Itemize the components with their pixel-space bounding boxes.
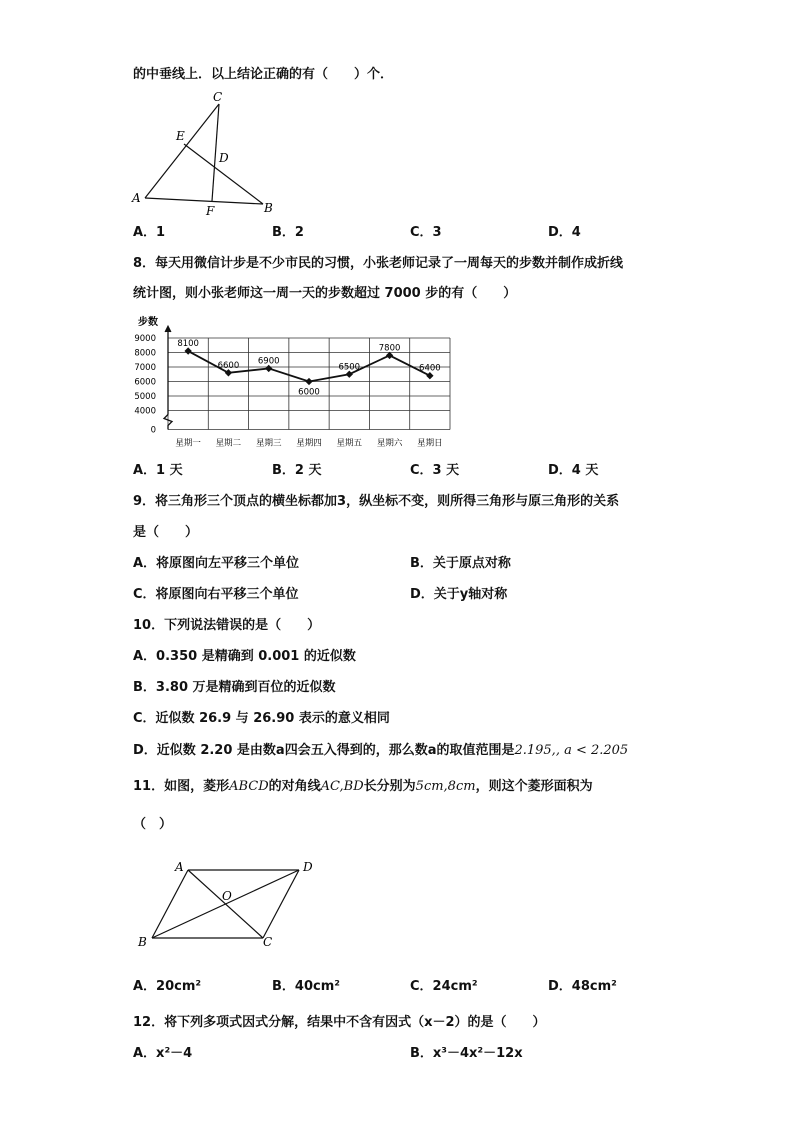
y-tick-label: 9000	[134, 334, 156, 344]
q10-stem: 10．下列说法错误的是（ ）	[133, 618, 321, 633]
q11-mid2: 长分别为	[363, 779, 416, 794]
q8-option-d: D．4 天	[548, 463, 599, 478]
rhombus-figure	[132, 855, 332, 955]
q9-option-d: D．关于y轴对称	[410, 587, 508, 602]
q10-option-a: A．0.350 是精确到 0.001 的近似数	[133, 649, 356, 664]
q11-option-b: B．40cm²	[272, 979, 340, 994]
q11-end: ，则这个菱形面积为	[475, 779, 593, 794]
label-a: A	[132, 191, 141, 205]
q7-option-b: B．2	[272, 225, 304, 240]
q7-option-d: D．4	[548, 225, 581, 240]
data-label: 6000	[298, 387, 320, 398]
q11-stem-line1	[133, 778, 593, 796]
chart-axes	[164, 326, 172, 430]
data-label: 8100	[177, 339, 199, 350]
q11-option-a: A．20cm²	[133, 979, 202, 994]
label-b: B	[138, 935, 147, 949]
q9-option-b: B．关于原点对称	[410, 556, 511, 571]
q12-option-b: B．x³－4x²－12x	[410, 1046, 523, 1061]
q11-option-c: C．24cm²	[410, 979, 478, 994]
q8-option-c: C．3 天	[410, 463, 460, 478]
data-label: 6600	[217, 360, 240, 371]
q9-option-c: C．将原图向右平移三个单位	[133, 587, 299, 602]
x-tick-label: 星期一	[175, 438, 201, 449]
data-point	[305, 378, 312, 385]
q8-option-b: B．2 天	[272, 463, 322, 478]
y-tick-label: 5000	[134, 392, 156, 402]
q7-option-a: A．1	[133, 225, 166, 240]
q11-abcd: ABCD	[229, 779, 269, 794]
x-tick-label: 星期四	[296, 438, 322, 449]
label-o: O	[222, 889, 232, 903]
y-tick-label: 4000	[134, 406, 156, 417]
x-tick-label: 星期五	[336, 438, 363, 449]
label-e: E	[176, 129, 185, 143]
y-axis-arrow	[165, 326, 171, 332]
y-tick-label: 6000	[134, 377, 156, 388]
q8-stem-line2: 统计图，则小张老师这一周一天的步数超过 7000 步的有（ ）	[133, 286, 517, 301]
y-tick-label: 7000	[134, 363, 156, 373]
q11-acbd: AC,BD	[320, 779, 364, 794]
label-d: D	[303, 860, 313, 874]
q11-prefix: 11．如图，菱形	[133, 779, 230, 794]
label-b: B	[264, 201, 273, 215]
q11-stem-line2: （ ）	[133, 817, 173, 832]
label-c: C	[263, 935, 273, 949]
x-tick-label: 星期二	[215, 438, 242, 449]
q8-option-a: A．1 天	[133, 463, 183, 478]
q11-option-d: D．48cm²	[548, 979, 617, 994]
data-labels	[177, 339, 440, 397]
q10-option-d	[133, 742, 628, 760]
label-f: F	[206, 204, 215, 218]
label-a: A	[175, 860, 184, 874]
x-tick-label: 星期六	[376, 438, 403, 449]
y-tick-labels	[134, 334, 156, 436]
q9-option-a: A．将原图向左平移三个单位	[133, 556, 300, 571]
data-label: 6900	[257, 356, 280, 367]
data-label: 6500	[338, 362, 361, 373]
steps-line-chart	[128, 312, 458, 454]
data-label: 6400	[419, 363, 441, 374]
data-label: 7800	[378, 343, 401, 354]
continuation-line: 的中垂线上．以上结论正确的有（ ）个．	[133, 67, 394, 82]
q8-stem-line1: 8．每天用微信计步是不少市民的习惯，小张老师记录了一周每天的步数并制作成折线	[133, 256, 624, 271]
q12-stem: 12．将下列多项式因式分解，结果中不含有因式（x－2）的是（ ）	[133, 1015, 546, 1030]
q11-mid: 的对角线	[268, 779, 321, 794]
q12-option-a: A．x²－4	[133, 1046, 193, 1061]
y-tick-label: 8000	[134, 348, 156, 359]
q10-option-b: B．3.80 万是精确到百位的近似数	[133, 680, 336, 695]
q10-option-c: C．近似数 26.9 与 26.90 表示的意义相同	[133, 711, 390, 726]
x-tick-labels	[175, 438, 442, 449]
q10-option-d-text: D．近似数 2.20 是由数a四会五入得到的，那么数a的取值范围是	[133, 743, 515, 758]
x-tick-label: 星期三	[255, 438, 282, 449]
q10-option-d-math: 2.195,, a < 2.205	[514, 743, 629, 758]
label-d: D	[219, 151, 229, 165]
label-c: C	[213, 90, 223, 104]
y-axis-title: 步数	[138, 317, 158, 328]
triangle-figure	[128, 88, 288, 218]
y-tick-label: 0	[150, 425, 156, 436]
q7-option-c: C．3	[410, 225, 442, 240]
q9-stem-line1: 9．将三角形三个顶点的横坐标都加3，纵坐标不变，则所得三角形与原三角形的关系	[133, 494, 620, 509]
q9-stem-line2: 是（ ）	[133, 525, 199, 540]
q11-vals: 5cm,8cm	[415, 779, 476, 794]
x-tick-label: 星期日	[417, 438, 443, 449]
